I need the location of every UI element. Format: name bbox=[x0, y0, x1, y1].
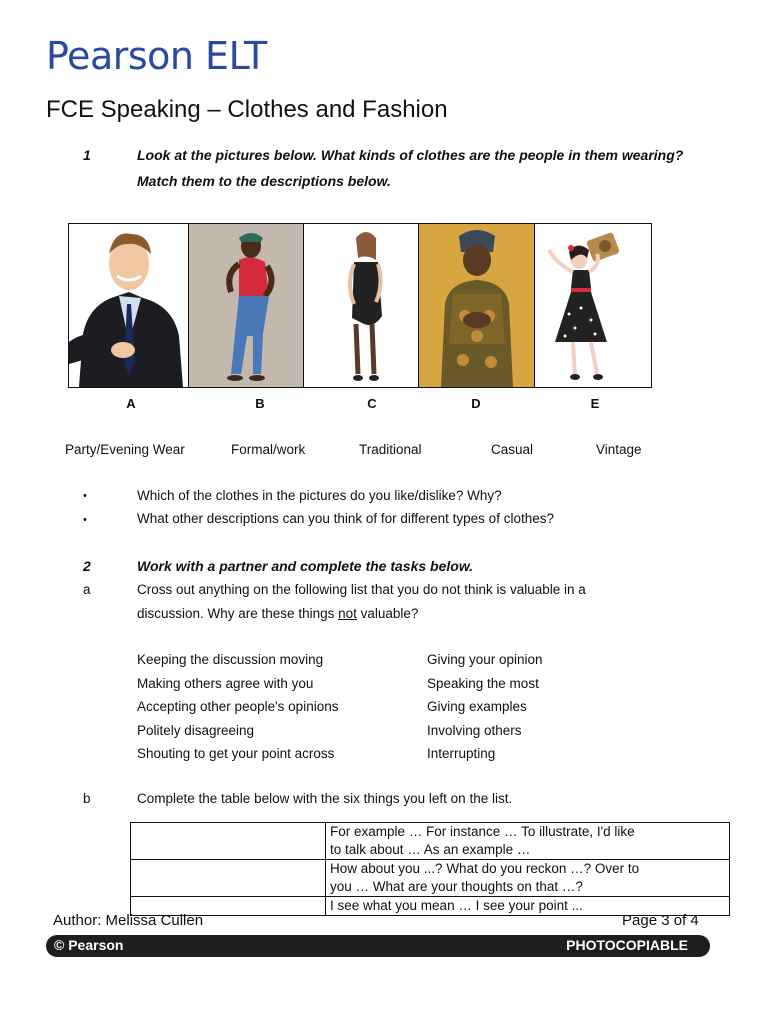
question-1-number: 1 bbox=[83, 147, 91, 163]
photocopiable-label: PHOTOCOPIABLE bbox=[566, 937, 688, 953]
bullet-text-1: Which of the clothes in the pictures do you like/dislike? Why? bbox=[137, 488, 502, 503]
author: Author: Melissa Cullen bbox=[53, 912, 204, 929]
list-item: Interrupting bbox=[427, 746, 496, 761]
photo-d-traditional-woman bbox=[418, 223, 536, 388]
list-item: Giving examples bbox=[427, 699, 527, 714]
description-traditional: Traditional bbox=[359, 442, 422, 457]
brand-title: Pearson ELT bbox=[46, 34, 267, 78]
photo-label-e: E bbox=[590, 396, 600, 411]
task-a-text: Cross out anything on the following list that you do not think is valuable in a discussion. Why are these things not valuable? bbox=[137, 582, 586, 621]
table-cell-answer[interactable] bbox=[131, 823, 326, 860]
page-number: Page 3 of 4 bbox=[622, 912, 699, 929]
list-item: Shouting to get your point across bbox=[137, 746, 335, 761]
description-casual: Casual bbox=[491, 442, 534, 457]
list-item: Involving others bbox=[427, 722, 522, 738]
table-row bbox=[131, 823, 730, 860]
table-cell-answer[interactable] bbox=[131, 860, 326, 897]
photo-e-vintage-woman bbox=[534, 223, 652, 388]
bullet-icon: • bbox=[83, 490, 87, 502]
question-1-text: Look at the pictures below. What kinds of clothes are the people in them wearing? Match them to the descriptions below. bbox=[137, 147, 684, 189]
table-cell-phrases: For example … For instance … To illustrate, I'd like to talk about … As an example … bbox=[326, 823, 730, 860]
table-cell-phrases: How about you ...? What do you reckon …? Over to you … What are your thoughts on that …? bbox=[326, 860, 730, 897]
list-item: Politely disagreeing bbox=[137, 722, 255, 738]
task-a-label: a bbox=[83, 582, 91, 597]
photo-strip bbox=[68, 223, 652, 388]
page-title: FCE Speaking – Clothes and Fashion bbox=[46, 96, 448, 123]
photo-label-d: D bbox=[471, 396, 481, 411]
photo-b-casual-woman bbox=[188, 223, 305, 388]
task-b-text: Complete the table below with the six things you left on the list. bbox=[137, 791, 513, 806]
photo-c-evening-dress bbox=[303, 223, 420, 388]
photo-a-formal-man bbox=[68, 223, 190, 388]
description-party: Party/Evening Wear bbox=[65, 442, 185, 457]
list-item: Making others agree with you bbox=[137, 675, 314, 691]
description-vintage: Vintage bbox=[596, 442, 642, 457]
list-item: Accepting other people's opinions bbox=[137, 699, 339, 714]
bullet-text-2: What other descriptions can you think of for different types of clothes? bbox=[137, 511, 554, 526]
phrases-table bbox=[130, 822, 730, 916]
list-right bbox=[427, 648, 543, 766]
list-left bbox=[137, 648, 338, 766]
question-2-number: 2 bbox=[83, 558, 91, 574]
table-row bbox=[131, 860, 730, 897]
description-formal: Formal/work bbox=[231, 442, 306, 457]
list-item: Giving your opinion bbox=[427, 652, 543, 667]
question-2-text: Work with a partner and complete the tasks below. bbox=[137, 558, 474, 574]
task-b-label: b bbox=[83, 791, 91, 806]
list-item: Keeping the discussion moving bbox=[137, 652, 324, 667]
photo-label-a: A bbox=[126, 396, 136, 411]
copyright: © Pearson bbox=[54, 937, 124, 953]
footer-bar bbox=[46, 935, 710, 957]
photo-label-b: B bbox=[255, 396, 265, 411]
bullet-icon: • bbox=[83, 514, 87, 526]
list-item: Speaking the most bbox=[427, 675, 539, 691]
photo-label-c: C bbox=[367, 396, 377, 411]
table-cell-phrases: I see what you mean … I see your point ... bbox=[326, 897, 730, 916]
